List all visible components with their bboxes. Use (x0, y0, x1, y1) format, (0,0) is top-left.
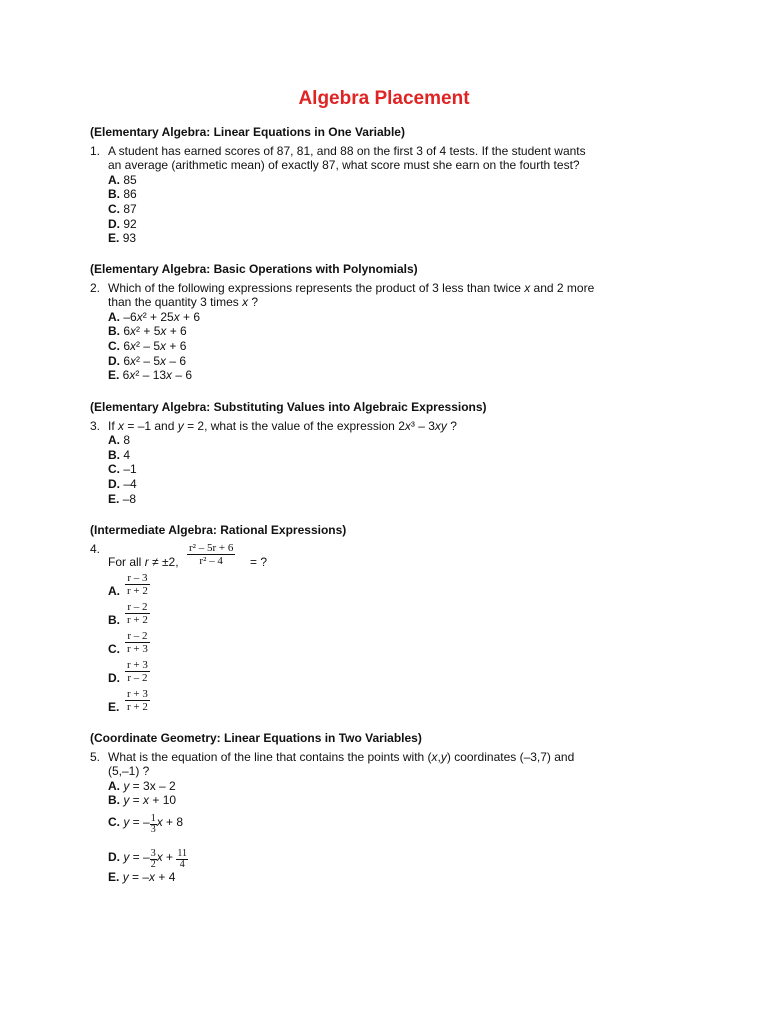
page-title: Algebra Placement (298, 88, 470, 109)
q2-choice-c: C. 6x² – 5x + 6 (108, 338, 187, 353)
q1-choice-b: B. 86 (108, 187, 137, 202)
q1-choice-a: A. 85 (108, 172, 137, 187)
q1-number: 1. (90, 143, 101, 158)
q5-choice-a: A. y = 3x – 2 (108, 778, 176, 793)
q1-heading: (Elementary Algebra: Linear Equations in One Variable) (90, 125, 405, 139)
q5-choice-b: B. y = x + 10 (108, 793, 177, 808)
question-4 (90, 523, 730, 715)
q2-choice-a: A. –6x² + 25x + 6 (108, 309, 201, 324)
question-3 (90, 400, 730, 506)
q5-number: 5. (90, 749, 101, 764)
q4-choice-e: E. $\frac{r + 3}{r + 2}$ (108, 687, 148, 714)
q4-stem-fraction: $\frac{\text{r² – 5r + 6}}{\text{r² – 4}}$ (189, 541, 234, 567)
q4-stem-prefix: For all r ≠ ±2, (108, 554, 179, 569)
q5-choice-c: C. y = – $\frac{1}{3}$ x + 8 (108, 812, 184, 835)
q3-choice-a: A. 8 (108, 433, 131, 448)
q2-choice-d: D. 6x² – 5x – 6 (108, 353, 187, 368)
q4-choice-c: C. $\frac{r - 2}{r + 3}$ (108, 629, 148, 656)
q3-choice-b: B. 4 (108, 447, 131, 462)
q3-text: If x = –1 and y = 2, what is the value of the expression 2x³ – 3xy ? (108, 418, 457, 433)
q2-number: 2. (90, 280, 101, 295)
q1-choice-c: C. 87 (108, 201, 137, 216)
q1-text-line1: A student has earned scores of 87, 81, and 88 on the first 3 of 4 tests. If the student wants (108, 143, 586, 158)
question-5 (90, 731, 730, 885)
q1-choice-e: E. 93 (108, 231, 137, 246)
q5-text: What is the equation of the line that contains the points with (x,y) coordinates (–3,7) and (5,–1) ? (108, 749, 575, 779)
q1-choice-d: D. 92 (108, 216, 137, 231)
q4-heading: (Intermediate Algebra: Rational Expressions) (90, 523, 347, 537)
question-2 (90, 262, 730, 383)
q2-heading: (Elementary Algebra: Basic Operations with Polynomials) (90, 262, 418, 276)
q1-text-line2: an average (arithmetic mean) of exactly 87, what score must she earn on the fourth test? (108, 158, 580, 173)
q4-choice-d: D. $\frac{r + 3}{r - 2}$ (108, 658, 148, 685)
q5-choice-d: D. y = – $\frac{3}{2}$ x + $\frac{11}{4}$ (108, 847, 188, 870)
q3-number: 3. (90, 418, 101, 433)
q5-heading: (Coordinate Geometry: Linear Equations in Two Variables) (90, 731, 422, 745)
q4-choice-b: B. $\frac{r - 2}{r + 2}$ (108, 600, 148, 627)
q3-choice-c: C. –1 (108, 462, 137, 477)
q5-choice-e: E. y = –x + 4 (108, 869, 176, 884)
q2-choice-e: E. 6x² – 13x – 6 (108, 368, 193, 383)
q3-choice-d: D. –4 (108, 476, 137, 491)
q3-choice-e: E. –8 (108, 491, 137, 506)
q4-number: 4. (90, 541, 101, 556)
q3-heading: (Elementary Algebra: Substituting Values into Algebraic Expressions) (90, 400, 487, 414)
q2-choice-b: B. 6x² + 5x + 6 (108, 324, 187, 339)
question-1 (90, 125, 730, 246)
q4-choice-a: A. $\frac{r - 3}{r + 2}$ (108, 571, 148, 598)
q2-text: Which of the following expressions represents the product of 3 less than twice x and 2 more than the quantity 3 times x ? (108, 280, 595, 310)
q4-stem-suffix: = ? (250, 554, 268, 569)
